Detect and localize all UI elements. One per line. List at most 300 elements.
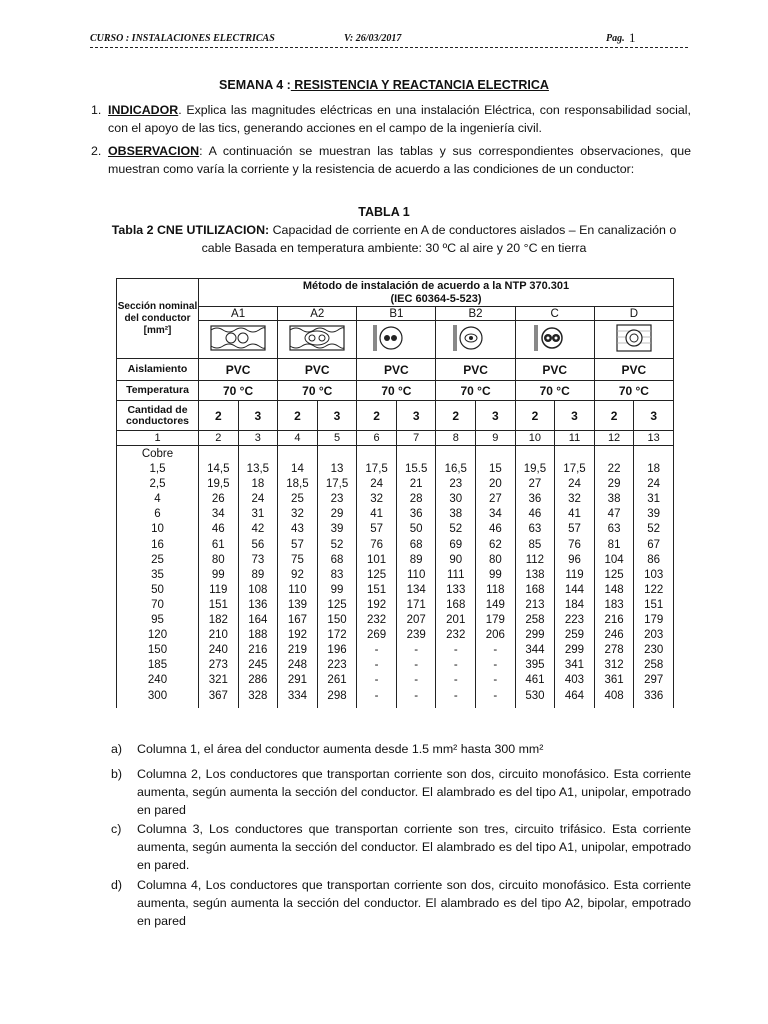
column-number: 11 bbox=[555, 431, 595, 446]
observation-letter: a) bbox=[111, 742, 123, 756]
ampacity-value: 90 bbox=[449, 553, 463, 566]
aislamiento-value: PVC bbox=[278, 359, 357, 381]
observation-text: Columna 3, Los conductores que transportan corriente son tres, circuito trifásico. Esta corriente aumenta, según aumenta la sección del conductor. El alambrado es del tipo A1, unipolar, empotrado en pared. bbox=[137, 822, 691, 872]
section-value: 25 bbox=[151, 553, 164, 566]
ampacity-value: 192 bbox=[367, 598, 387, 611]
ampacity-value: 273 bbox=[208, 659, 228, 672]
temperatura-value: 70 °C bbox=[357, 381, 436, 401]
ampacity-value: 89 bbox=[251, 568, 265, 581]
installation-drawing-a1 bbox=[199, 321, 278, 359]
cantidad-value: 2 bbox=[436, 401, 476, 431]
installation-drawing-d bbox=[594, 321, 673, 359]
ampacity-value: 213 bbox=[525, 598, 545, 611]
ampacity-value: 92 bbox=[291, 568, 304, 581]
document-title bbox=[0, 78, 768, 92]
method-line-1: Método de instalación de acuerdo a la NTP 370.301 bbox=[302, 279, 570, 292]
ampacity-value: 336 bbox=[644, 689, 664, 702]
column-number: 5 bbox=[317, 431, 357, 446]
observation-item bbox=[111, 765, 691, 819]
section-value: 1,5 bbox=[149, 463, 166, 476]
section-value: 150 bbox=[147, 644, 168, 657]
ampacity-value: 81 bbox=[607, 538, 621, 551]
column-spacer bbox=[436, 447, 475, 462]
ampacity-value: 183 bbox=[604, 598, 624, 611]
section-value: 185 bbox=[147, 659, 168, 672]
ampacity-value: 34 bbox=[488, 508, 502, 521]
column-number: 7 bbox=[396, 431, 436, 446]
ampacity-value: 103 bbox=[644, 568, 664, 581]
observation-item bbox=[111, 820, 691, 874]
ampacity-value: 408 bbox=[604, 689, 624, 702]
ampacity-value: 68 bbox=[409, 538, 423, 551]
ampacity-column-6 bbox=[357, 446, 397, 709]
ampacity-value: 196 bbox=[327, 644, 347, 657]
ampacity-value: 361 bbox=[604, 674, 624, 687]
cantidad-value: 2 bbox=[594, 401, 634, 431]
ampacity-value: 42 bbox=[251, 523, 265, 536]
aislamiento-label: Aislamiento bbox=[117, 359, 199, 381]
ampacity-value: 39 bbox=[647, 508, 661, 521]
ampacity-value: 223 bbox=[564, 614, 585, 627]
ampacity-value: 168 bbox=[525, 583, 545, 596]
cantidad-value: 3 bbox=[634, 401, 674, 431]
ampacity-value: 149 bbox=[485, 598, 505, 611]
ampacity-value: 118 bbox=[486, 583, 505, 596]
column-number: 10 bbox=[515, 431, 555, 446]
ampacity-value: 171 bbox=[406, 598, 426, 611]
ampacity-value: 80 bbox=[211, 553, 225, 566]
ampacity-value: 63 bbox=[607, 523, 621, 536]
page-header bbox=[90, 30, 685, 47]
column-spacer bbox=[239, 447, 278, 462]
paragraph-number: 1. bbox=[91, 103, 102, 117]
ampacity-value: 32 bbox=[291, 508, 304, 521]
ampacity-value: 101 bbox=[367, 553, 387, 566]
ampacity-value: 110 bbox=[288, 583, 307, 596]
ampacity-value: 23 bbox=[449, 478, 463, 491]
ampacity-value: - bbox=[453, 674, 458, 687]
cantidad-value: 2 bbox=[278, 401, 318, 431]
installation-drawing-a2 bbox=[278, 321, 357, 359]
temperatura-label: Temperatura bbox=[117, 381, 199, 401]
ampacity-value: 179 bbox=[485, 614, 505, 627]
method-header bbox=[199, 279, 674, 307]
method-b1: B1 bbox=[357, 307, 436, 321]
method-a1: A1 bbox=[199, 307, 278, 321]
ampacity-value: 32 bbox=[568, 493, 581, 506]
ampacity-value: 240 bbox=[208, 644, 228, 657]
observation-text: Columna 2, Los conductores que transportan corriente son dos, circuito monofásico. Esta corriente aumenta, según aumenta la sección del conductor. El alambrado es del tipo A1, unipolar, empotrado en pared bbox=[137, 767, 691, 817]
ampacity-value: 108 bbox=[248, 583, 268, 596]
cantidad-value: 2 bbox=[199, 401, 239, 431]
ampacity-value: 76 bbox=[568, 538, 581, 551]
column-spacer bbox=[555, 447, 594, 462]
ampacity-value: 125 bbox=[327, 598, 347, 611]
ampacity-value: 298 bbox=[327, 689, 347, 702]
ampacity-value: 334 bbox=[287, 689, 308, 702]
installation-drawing-b1 bbox=[357, 321, 436, 359]
version-date: V: 26/03/2017 bbox=[344, 33, 402, 44]
ampacity-value: 232 bbox=[367, 614, 387, 627]
ampacity-column-13 bbox=[634, 446, 674, 709]
ampacity-value: 27 bbox=[528, 478, 542, 491]
paragraph-heading: INDICADOR bbox=[108, 103, 179, 117]
ampacity-value: 29 bbox=[607, 478, 621, 491]
page-label: Pag. bbox=[606, 33, 625, 44]
ampacity-value: 16,5 bbox=[444, 463, 467, 476]
ampacity-value: 36 bbox=[528, 493, 542, 506]
ampacity-value: 184 bbox=[564, 598, 585, 611]
ampacity-value: 57 bbox=[370, 523, 383, 536]
ampacity-value: 530 bbox=[525, 689, 545, 702]
section-value: 35 bbox=[151, 568, 164, 581]
ampacity-value: 328 bbox=[248, 689, 268, 702]
ampacity-value: 56 bbox=[251, 538, 265, 551]
column-spacer bbox=[278, 447, 317, 462]
ampacity-value: 179 bbox=[644, 614, 664, 627]
ampacity-value: 246 bbox=[604, 629, 624, 642]
ampacity-value: 24 bbox=[568, 478, 581, 491]
ampacity-value: 18 bbox=[251, 478, 265, 491]
ampacity-column-7 bbox=[396, 446, 436, 709]
ampacity-value: 321 bbox=[208, 674, 228, 687]
ampacity-value: 245 bbox=[248, 659, 268, 672]
ampacity-value: 96 bbox=[568, 553, 581, 566]
paragraph-indicador bbox=[91, 101, 691, 137]
method-b2: B2 bbox=[436, 307, 515, 321]
table-title: TABLA 1 bbox=[358, 205, 410, 219]
ampacity-value: 239 bbox=[406, 629, 426, 642]
column-spacer bbox=[318, 447, 357, 462]
ampacity-value: 403 bbox=[564, 674, 585, 687]
column-spacer bbox=[397, 447, 436, 462]
aislamiento-value: PVC bbox=[594, 359, 673, 381]
ampacity-value: 119 bbox=[565, 568, 584, 581]
ampacity-value: - bbox=[493, 659, 498, 672]
section-value: 70 bbox=[151, 598, 164, 611]
ampacity-value: 216 bbox=[248, 644, 268, 657]
ampacity-value: 112 bbox=[525, 553, 545, 566]
ampacity-value: 31 bbox=[251, 508, 265, 521]
ampacity-value: 192 bbox=[287, 629, 308, 642]
ampacity-value: 23 bbox=[330, 493, 344, 506]
ampacity-value: - bbox=[374, 674, 379, 687]
column-number: 12 bbox=[594, 431, 634, 446]
ampacity-value: 133 bbox=[446, 583, 466, 596]
ampacity-value: 248 bbox=[287, 659, 308, 672]
ampacity-value: 269 bbox=[367, 629, 387, 642]
column-number: 8 bbox=[436, 431, 476, 446]
ampacity-value: 134 bbox=[406, 583, 426, 596]
ampacity-value: 299 bbox=[525, 629, 545, 642]
ampacity-value: 278 bbox=[604, 644, 624, 657]
table-caption-text: Capacidad de corriente en A de conductores aislados – En canalización o cable Basada en temperatura ambiente: 30 ºC al aire y 20 °C en tierra bbox=[201, 223, 677, 255]
section-value: 95 bbox=[151, 614, 164, 627]
ampacity-value: 344 bbox=[525, 644, 545, 657]
ampacity-value: 31 bbox=[647, 493, 661, 506]
observation-item bbox=[111, 740, 691, 758]
ampacity-value: 151 bbox=[367, 583, 387, 596]
ampacity-value: 341 bbox=[564, 659, 585, 672]
ampacity-value: 203 bbox=[644, 629, 664, 642]
cantidad-value: 2 bbox=[357, 401, 397, 431]
ampacity-value: 57 bbox=[291, 538, 304, 551]
header-divider bbox=[90, 47, 688, 54]
ampacity-value: - bbox=[453, 689, 458, 702]
ampacity-value: 22 bbox=[607, 463, 621, 476]
material-label: Cobre bbox=[141, 448, 174, 460]
ampacity-column-9 bbox=[476, 446, 516, 709]
ampacity-value: 32 bbox=[370, 493, 383, 506]
ampacity-value: 19,5 bbox=[523, 463, 547, 476]
ampacity-value: - bbox=[493, 689, 498, 702]
section-value: 120 bbox=[147, 629, 168, 642]
section-value: 6 bbox=[154, 508, 161, 521]
ampacity-value: 216 bbox=[604, 614, 624, 627]
column-spacer bbox=[516, 447, 555, 462]
cantidad-value: 3 bbox=[396, 401, 436, 431]
ampacity-value: 14,5 bbox=[207, 463, 230, 476]
ampacity-value: 258 bbox=[644, 659, 664, 672]
ampacity-value: 18,5 bbox=[286, 478, 309, 491]
ampacity-value: 52 bbox=[449, 523, 463, 536]
observation-text: Columna 4, Los conductores que transportan corriente son dos, circuito monofásico. Esta corriente aumenta, según aumenta la sección del conductor. El alambrado es del tipo A2, bipolar, empotrado en pared bbox=[137, 878, 691, 928]
ampacity-value: 63 bbox=[528, 523, 542, 536]
ampacity-value: - bbox=[414, 689, 419, 702]
ampacity-value: 52 bbox=[647, 523, 661, 536]
title-prefix: SEMANA 4 : bbox=[219, 78, 291, 92]
ampacity-value: 182 bbox=[208, 614, 228, 627]
ampacity-value: 168 bbox=[446, 598, 466, 611]
paragraph-observacion bbox=[91, 142, 691, 178]
ampacity-value: 210 bbox=[208, 629, 228, 642]
section-value: 50 bbox=[151, 583, 164, 596]
course-name: CURSO : INSTALACIONES ELECTRICAS bbox=[90, 33, 275, 44]
section-value: 240 bbox=[147, 674, 168, 687]
ampacity-value: 17,5 bbox=[365, 463, 388, 476]
ampacity-value: 111 bbox=[447, 568, 465, 581]
ampacity-value: 110 bbox=[407, 568, 426, 581]
column-number: 13 bbox=[634, 431, 674, 446]
ampacity-column-5 bbox=[317, 446, 357, 709]
section-value: 2,5 bbox=[149, 478, 166, 491]
column-number: 9 bbox=[476, 431, 516, 446]
column-number: 4 bbox=[278, 431, 318, 446]
paragraph-text: : A continuación se muestran las tablas y sus correspondientes observaciones, que muestran como varía la corriente y la resistencia de acuerdo a las condiciones de un conductor: bbox=[108, 144, 691, 176]
ampacity-value: 125 bbox=[604, 568, 624, 581]
observation-letter: b) bbox=[111, 767, 123, 781]
ampacity-value: 119 bbox=[209, 583, 228, 596]
column-number: 3 bbox=[238, 431, 278, 446]
ampacity-value: 148 bbox=[604, 583, 624, 596]
ampacity-value: - bbox=[493, 674, 498, 687]
ampacity-value: - bbox=[414, 659, 419, 672]
ampacity-column-4 bbox=[278, 446, 318, 709]
ampacity-value: - bbox=[414, 674, 419, 687]
ampacity-value: 104 bbox=[604, 553, 624, 566]
ampacity-value: 80 bbox=[488, 553, 502, 566]
paragraph-heading: OBSERVACION bbox=[108, 144, 200, 158]
ampacity-column-2 bbox=[199, 446, 239, 709]
ampacity-value: 14 bbox=[291, 463, 304, 476]
ampacity-value: 43 bbox=[291, 523, 304, 536]
ampacity-value: 99 bbox=[330, 583, 344, 596]
ampacity-value: 57 bbox=[568, 523, 581, 536]
ampacity-value: 99 bbox=[488, 568, 502, 581]
ampacity-value: 24 bbox=[251, 493, 265, 506]
ampacity-value: 122 bbox=[644, 583, 664, 596]
ampacity-value: 19,5 bbox=[207, 478, 230, 491]
cantidad-label: Cantidad de conductores bbox=[117, 401, 199, 431]
ampacity-value: 34 bbox=[211, 508, 225, 521]
title-topic: RESISTENCIA Y REACTANCIA ELECTRICA bbox=[290, 78, 549, 92]
paragraph-text: . Explica las magnitudes eléctricas en una instalación Eléctrica, con responsabilidad social, con el apoyo de las tics, generando acciones en el campo de la ingeniería civil. bbox=[108, 103, 691, 135]
method-a2: A2 bbox=[278, 307, 357, 321]
ampacity-value: 20 bbox=[488, 478, 502, 491]
ampacity-value: 30 bbox=[449, 493, 463, 506]
ampacity-value: 164 bbox=[248, 614, 268, 627]
column-number: 6 bbox=[357, 431, 397, 446]
section-value: 4 bbox=[154, 493, 161, 506]
ampacity-value: 39 bbox=[330, 523, 344, 536]
ampacity-column-3 bbox=[238, 446, 278, 709]
temperatura-value: 70 °C bbox=[515, 381, 594, 401]
ampacity-value: 67 bbox=[647, 538, 661, 551]
table-caption-bold: Tabla 2 CNE UTILIZACION: bbox=[111, 223, 270, 237]
ampacity-value: 29 bbox=[330, 508, 344, 521]
observation-text: Columna 1, el área del conductor aumenta desde 1.5 mm² hasta 300 mm² bbox=[137, 742, 544, 756]
ampacity-value: 24 bbox=[647, 478, 661, 491]
aislamiento-value: PVC bbox=[515, 359, 594, 381]
ampacity-value: 62 bbox=[488, 538, 502, 551]
ampacity-value: 125 bbox=[367, 568, 387, 581]
ampacity-value: 219 bbox=[287, 644, 308, 657]
ampacity-value: 144 bbox=[564, 583, 585, 596]
page-number: 1 bbox=[629, 30, 636, 45]
ampacity-value: 207 bbox=[406, 614, 426, 627]
ampacity-value: - bbox=[414, 644, 419, 657]
ampacity-value: 61 bbox=[211, 538, 225, 551]
ampacity-value: 138 bbox=[525, 568, 545, 581]
ampacity-column-10 bbox=[515, 446, 555, 709]
cantidad-value: 3 bbox=[476, 401, 516, 431]
ampacity-value: 312 bbox=[604, 659, 624, 672]
cantidad-value: 3 bbox=[238, 401, 278, 431]
ampacity-column-8 bbox=[436, 446, 476, 709]
ampacity-value: 75 bbox=[291, 553, 304, 566]
ampacity-value: 38 bbox=[607, 493, 621, 506]
ampacity-value: 167 bbox=[287, 614, 308, 627]
ampacity-value: 291 bbox=[287, 674, 308, 687]
ampacity-value: - bbox=[453, 644, 458, 657]
ampacity-value: 150 bbox=[327, 614, 347, 627]
ampacity-value: 15.5 bbox=[404, 463, 428, 476]
ampacity-value: 17,5 bbox=[325, 478, 349, 491]
ampacity-value: 46 bbox=[488, 523, 502, 536]
ampacity-value: 297 bbox=[644, 674, 664, 687]
column-spacer bbox=[595, 447, 634, 462]
column-spacer bbox=[634, 447, 673, 462]
ampacity-value: 172 bbox=[327, 629, 347, 642]
ampacity-value: 41 bbox=[568, 508, 581, 521]
ampacity-value: 201 bbox=[446, 614, 466, 627]
ampacity-value: 36 bbox=[409, 508, 423, 521]
ampacity-value: 26 bbox=[211, 493, 225, 506]
cantidad-value: 3 bbox=[555, 401, 595, 431]
ampacity-value: 46 bbox=[211, 523, 225, 536]
ampacity-value: 261 bbox=[327, 674, 347, 687]
ampacity-value: 41 bbox=[370, 508, 383, 521]
ampacity-value: 223 bbox=[327, 659, 347, 672]
ampacity-value: 258 bbox=[525, 614, 545, 627]
ampacity-value: 50 bbox=[409, 523, 423, 536]
ampacity-value: - bbox=[453, 659, 458, 672]
ampacity-value: 99 bbox=[211, 568, 225, 581]
ampacity-value: 299 bbox=[564, 644, 585, 657]
ampacity-value: 47 bbox=[607, 508, 621, 521]
ampacity-value: - bbox=[374, 689, 379, 702]
section-value: 16 bbox=[151, 538, 164, 551]
ampacity-value: 232 bbox=[446, 629, 466, 642]
column-spacer bbox=[357, 447, 396, 462]
ampacity-value: 13 bbox=[330, 463, 344, 476]
ampacity-value: 367 bbox=[208, 689, 228, 702]
ampacity-value: 89 bbox=[409, 553, 423, 566]
ampacity-value: 230 bbox=[644, 644, 664, 657]
column-spacer bbox=[476, 447, 515, 462]
column-spacer bbox=[199, 447, 238, 462]
ampacity-value: 52 bbox=[330, 538, 344, 551]
section-value: 10 bbox=[151, 523, 164, 536]
ampacity-value: 139 bbox=[287, 598, 308, 611]
ampacity-value: 17,5 bbox=[563, 463, 586, 476]
ampacity-value: 83 bbox=[330, 568, 344, 581]
aislamiento-value: PVC bbox=[436, 359, 515, 381]
column-number: 1 bbox=[117, 431, 199, 446]
ampacity-value: 15 bbox=[488, 463, 502, 476]
sections-column bbox=[117, 446, 199, 709]
ampacity-value: 38 bbox=[449, 508, 463, 521]
ampacity-value: 69 bbox=[449, 538, 463, 551]
ampacity-value: 464 bbox=[564, 689, 585, 702]
ampacity-value: 46 bbox=[528, 508, 542, 521]
ampacity-value: 73 bbox=[251, 553, 265, 566]
temperatura-value: 70 °C bbox=[278, 381, 357, 401]
ampacity-value: 85 bbox=[528, 538, 542, 551]
column-number: 2 bbox=[199, 431, 239, 446]
ampacity-value: 259 bbox=[564, 629, 585, 642]
ampacity-value: 86 bbox=[647, 553, 661, 566]
ampacity-value: - bbox=[374, 659, 379, 672]
section-value: 300 bbox=[147, 689, 168, 702]
ampacity-value: 136 bbox=[248, 598, 268, 611]
ampacity-value: - bbox=[493, 644, 498, 657]
ampacity-column-12 bbox=[594, 446, 634, 709]
ampacity-value: 461 bbox=[525, 674, 545, 687]
temperatura-value: 70 °C bbox=[436, 381, 515, 401]
ampacity-value: 151 bbox=[208, 598, 228, 611]
ampacity-value: 286 bbox=[248, 674, 268, 687]
ampacity-value: - bbox=[374, 644, 379, 657]
ampacity-value: 13,5 bbox=[246, 463, 270, 476]
method-c: C bbox=[515, 307, 594, 321]
capacity-table bbox=[116, 278, 674, 708]
aislamiento-value: PVC bbox=[357, 359, 436, 381]
temperatura-value: 70 °C bbox=[594, 381, 673, 401]
ampacity-value: 24 bbox=[370, 478, 383, 491]
ampacity-value: 25 bbox=[291, 493, 304, 506]
ampacity-value: 206 bbox=[485, 629, 505, 642]
